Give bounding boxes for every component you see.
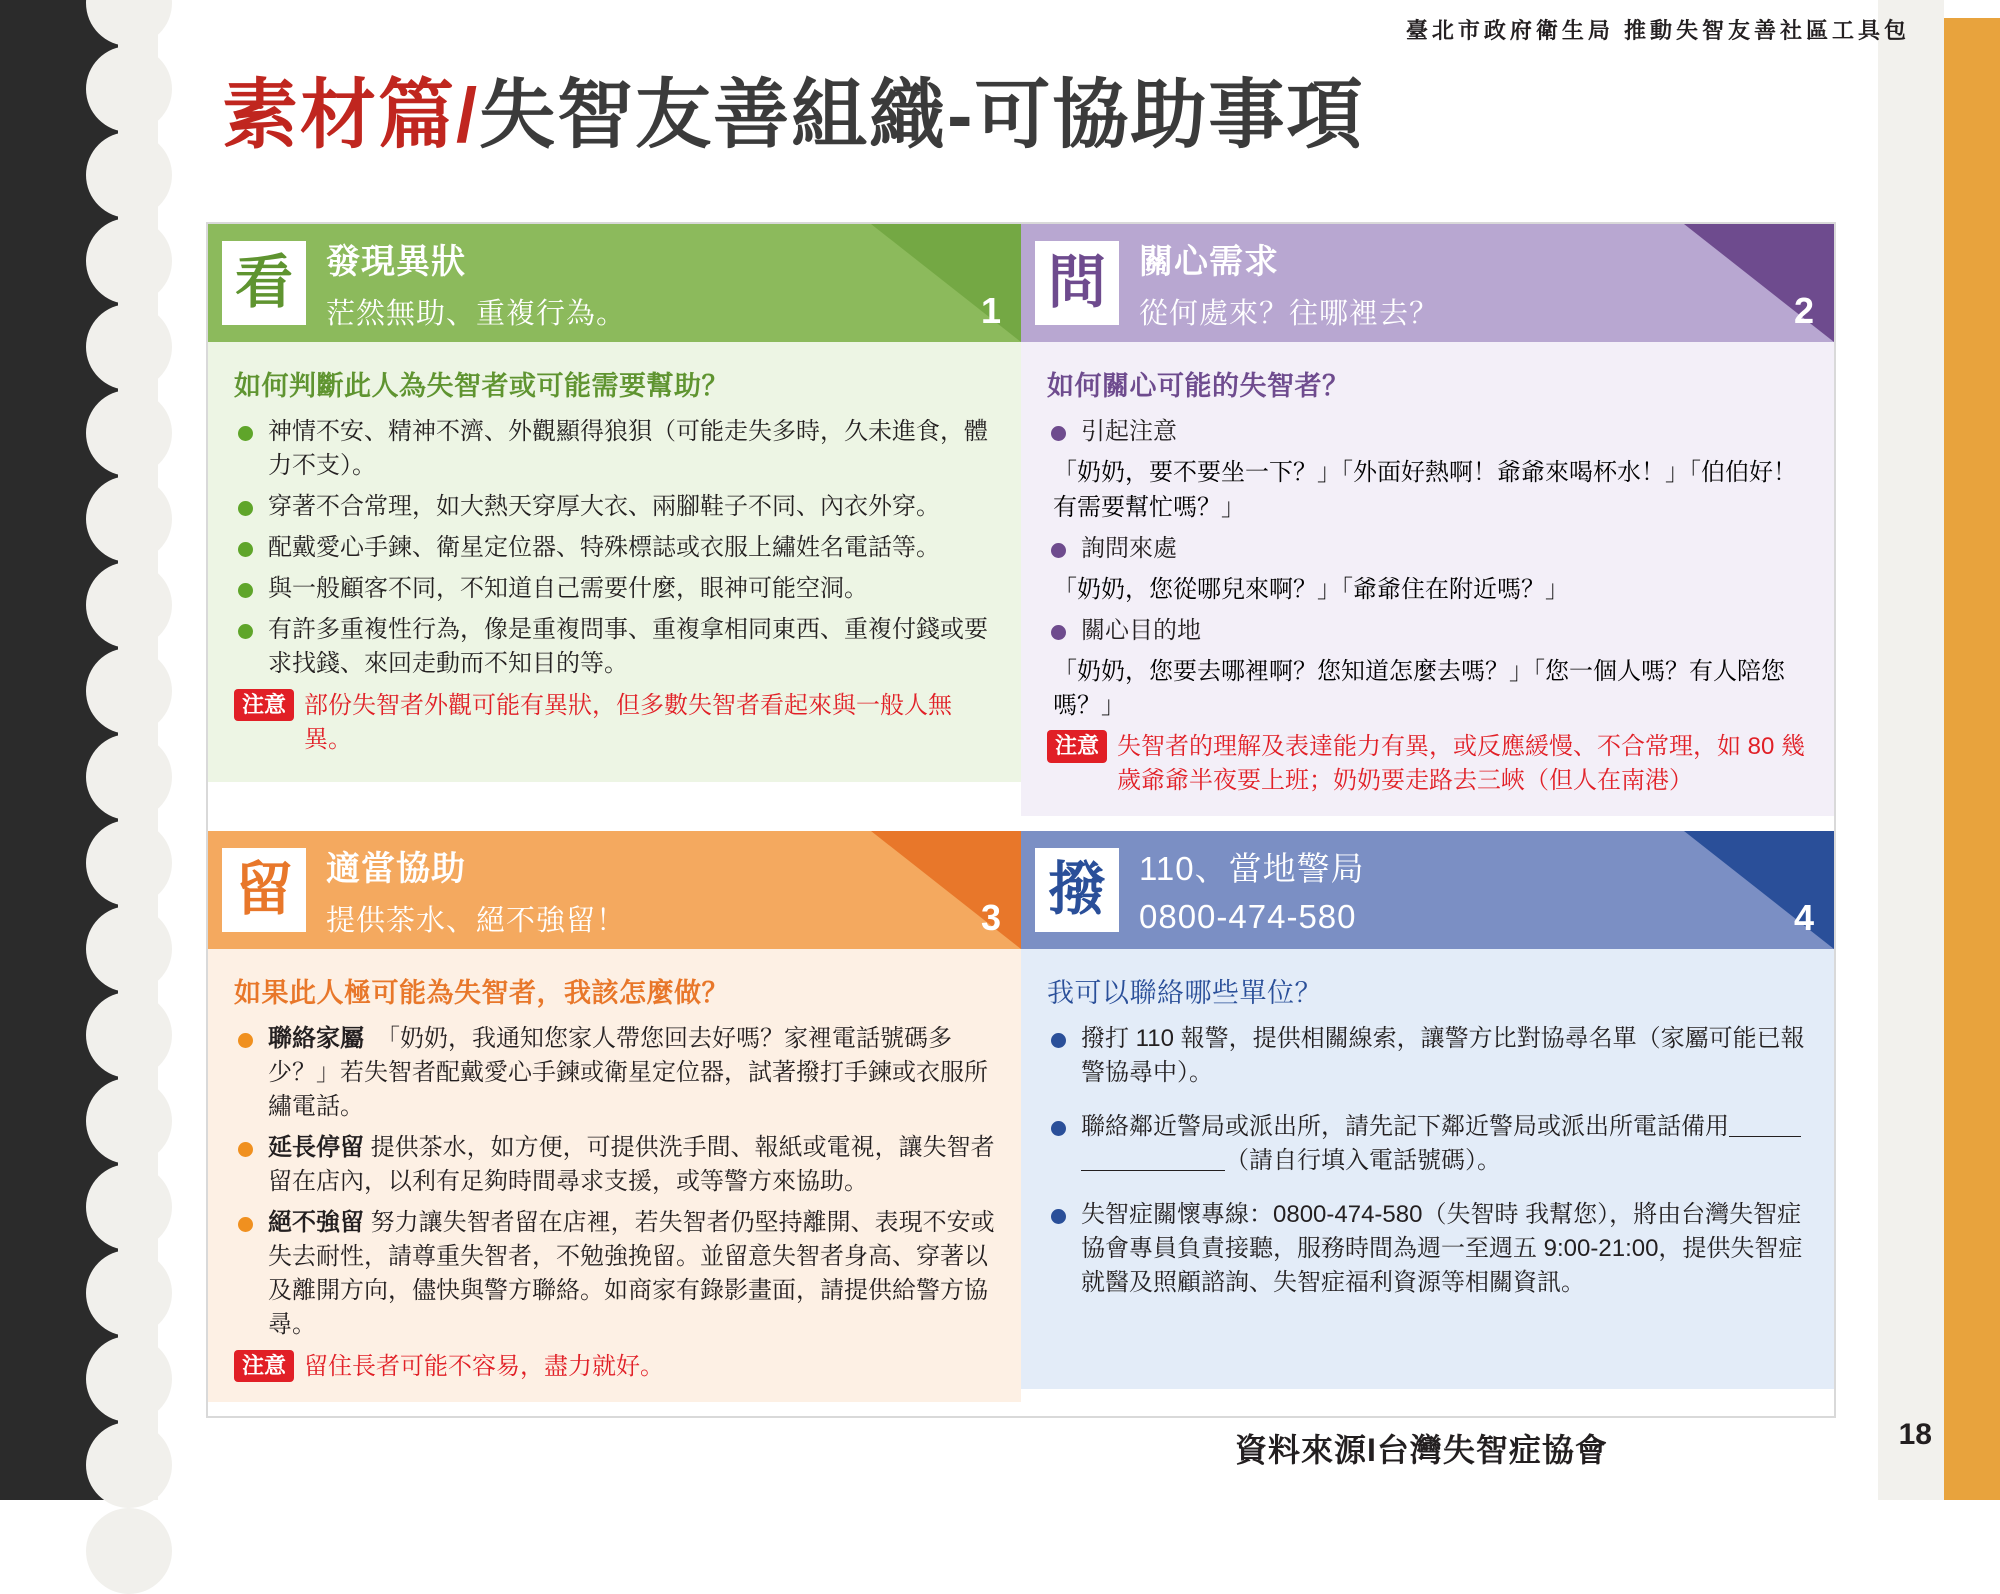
list-item xyxy=(234,1022,995,1124)
card-call-number: 4 xyxy=(1793,896,1814,938)
wave-bump xyxy=(86,734,172,820)
wave-bump xyxy=(86,1164,172,1250)
cards-grid xyxy=(206,222,1836,1418)
wave-bump xyxy=(86,1336,172,1422)
card-stay-question: 如果此人極可能為失智者，我該怎麼做？ xyxy=(234,977,729,1008)
wave-bump xyxy=(86,476,172,562)
card-ask xyxy=(1021,224,1834,831)
item-text: 努力讓失智者留在店裡，若失智者仍堅持離開、表現不安或失去耐性，請尊重失智者，不勉強挽留。並留意失智者身高、穿著以及離開方向，儘快與警方聯絡。如商家有錄影畫面，請提供給警方協尋。 xyxy=(268,1209,995,1339)
card-look-subtitle: 茫然無助、重複行為。 xyxy=(326,298,627,330)
list-item: 與一般顧客不同，不知道自己需要什麼，眼神可能空洞。 xyxy=(234,572,995,606)
card-ask-body xyxy=(1021,342,1834,816)
wave-bump xyxy=(86,390,172,476)
card-stay xyxy=(208,831,1021,1416)
wave-bump xyxy=(86,304,172,390)
card-ask-subtitle: 從何處來？往哪裡去？ xyxy=(1139,298,1440,330)
list-item: 穿著不合常理，如大熱天穿厚大衣、兩腳鞋子不同、內衣外穿。 xyxy=(234,490,995,524)
card-ask-quote-1: 「奶奶，要不要坐一下？」「外面好熱啊！爺爺來喝杯水！」「伯伯好！有需要幫忙嗎？」 xyxy=(1053,459,1797,521)
list-item xyxy=(234,1206,995,1342)
decorative-right-bar xyxy=(1944,0,2000,1500)
card-ask-badge: 問 xyxy=(1035,241,1119,325)
wave-bump xyxy=(86,992,172,1078)
card-stay-items xyxy=(234,1022,995,1343)
list-item: 聯絡鄰近警局或派出所，請先記下鄰近警局或派出所電話備用＿＿＿＿＿＿＿＿＿（請自行填入電話號碼）。 xyxy=(1047,1110,1808,1178)
item-text: 提供茶水，如方便，可提供洗手間、報紙或電視，讓失智者留在店內，以利有足夠時間尋求支援，或等警方來協助。 xyxy=(268,1134,995,1196)
list-item xyxy=(234,1131,995,1199)
card-ask-question: 如何關心可能的失智者？ xyxy=(1047,371,1350,401)
note-text: 留住長者可能不容易，盡力就好。 xyxy=(304,1352,665,1380)
card-look-badge: 看 xyxy=(222,241,306,325)
note-tag: 注意 xyxy=(234,689,294,722)
card-look-header xyxy=(208,224,1021,342)
card-stay-badge: 留 xyxy=(222,848,306,932)
wave-bump xyxy=(86,820,172,906)
card-ask-quote-3: 「奶奶，您要去哪裡啊？您知道怎麼去嗎？」「您一個人嗎？有人陪您嗎？」 xyxy=(1053,657,1785,720)
page-title-main: 失智友善組織-可協助事項 xyxy=(479,73,1365,158)
card-call-title: 110、當地警局 xyxy=(1139,850,1365,888)
list-item: 詢問來處 xyxy=(1047,532,1808,566)
card-stay-note xyxy=(234,1350,995,1384)
page-title xyxy=(222,73,1365,158)
list-item: 有許多重複性行為，像是重複問事、重複拿相同東西、重複付錢或要求找錢、來回走動而不知目的等。 xyxy=(234,613,995,681)
wave-bump xyxy=(86,906,172,992)
list-item: 神情不安、精神不濟、外觀顯得狼狽（可能走失多時，久未進食，體力不支）。 xyxy=(234,415,995,483)
source-credit: 資料來源I台灣失智症協會 xyxy=(1235,1432,1608,1468)
card-call-bullets xyxy=(1047,1022,1808,1301)
note-tag: 注意 xyxy=(1047,730,1107,763)
list-item: 撥打 110 報警，提供相關線索，讓警方比對協尋名單（家屬可能已報警協尋中）。 xyxy=(1047,1022,1808,1090)
list-item: 關心目的地 xyxy=(1047,614,1808,648)
card-call-question: 我可以聯絡哪些單位？ xyxy=(1047,977,1322,1008)
card-look-note xyxy=(234,689,995,757)
note-tag: 注意 xyxy=(234,1350,294,1383)
card-look-title: 發現異狀 xyxy=(326,243,466,281)
item-label: 絕不強留 xyxy=(268,1209,364,1237)
card-call xyxy=(1021,831,1834,1416)
wave-bump xyxy=(86,218,172,304)
card-stay-subtitle: 提供茶水、絕不強留！ xyxy=(326,904,627,937)
card-call-header xyxy=(1021,831,1834,949)
card-stay-header xyxy=(208,831,1021,949)
card-stay-title: 適當協助 xyxy=(326,849,466,888)
card-ask-title: 關心需求 xyxy=(1139,243,1279,281)
item-text: 「奶奶，我通知您家人帶您回去好嗎？家裡電話號碼多少？」若失智者配戴愛心手鍊或衛星定位器，試著撥打手鍊或衣服所繡電話。 xyxy=(268,1024,988,1120)
wave-bump xyxy=(86,132,172,218)
card-call-phone: 0800-474-580 xyxy=(1139,898,1357,936)
list-item: 引起注意 xyxy=(1047,415,1808,449)
decorative-right-bar-top xyxy=(1944,0,2000,18)
card-look xyxy=(208,224,1021,831)
wave-bump xyxy=(86,1078,172,1164)
card-ask-header xyxy=(1021,224,1834,342)
item-label: 聯絡家屬 xyxy=(268,1024,364,1052)
card-ask-note xyxy=(1047,730,1808,798)
card-ask-quote-2: 「奶奶，您從哪兒來啊？」「爺爺住在附近嗎？」 xyxy=(1053,575,1569,603)
card-call-badge: 撥 xyxy=(1035,848,1119,932)
list-item: 失智症關懷專線：0800-474-580（失智時 我幫您），將由台灣失智症協會專員負責接聽，服務時間為週一至週五 9:00-21:00，提供失智症就醫及照顧諮詢、失智症福利資源等相關資訊。 xyxy=(1047,1198,1808,1300)
wave-bump xyxy=(86,46,172,132)
wave-bump xyxy=(86,562,172,648)
wave-bump xyxy=(86,1508,172,1594)
wave-bump xyxy=(86,1422,172,1508)
item-label: 延長停留 xyxy=(268,1134,364,1162)
header-kicker: 臺北市政府衛生局 推動失智友善社區工具包 xyxy=(1405,18,1910,43)
card-look-bullets xyxy=(234,415,995,682)
page-title-prefix: 素材篇/ xyxy=(222,73,480,158)
wave-bump xyxy=(86,648,172,734)
card-look-question: 如何判斷此人為失智者或可能需要幫助？ xyxy=(234,371,729,401)
note-text: 失智者的理解及表達能力有異，或反應緩慢、不合常理，如 80 幾歲爺爺半夜要上班；奶奶要走路去三峽（但人在南港） xyxy=(1117,733,1806,795)
card-stay-number: 3 xyxy=(980,896,1001,938)
card-stay-body xyxy=(208,949,1021,1402)
card-look-number: 1 xyxy=(980,290,1001,331)
wave-bump xyxy=(86,1250,172,1336)
card-ask-number: 2 xyxy=(1793,290,1814,331)
note-text: 部份失智者外觀可能有異狀，但多數失智者看起來與一般人無異。 xyxy=(304,691,953,753)
card-call-body xyxy=(1021,949,1834,1389)
card-look-body xyxy=(208,342,1021,782)
card-ask-items xyxy=(1047,415,1808,449)
list-item: 配戴愛心手鍊、衛星定位器、特殊標誌或衣服上繡姓名電話等。 xyxy=(234,531,995,565)
page-number: 18 xyxy=(1898,1418,1932,1451)
